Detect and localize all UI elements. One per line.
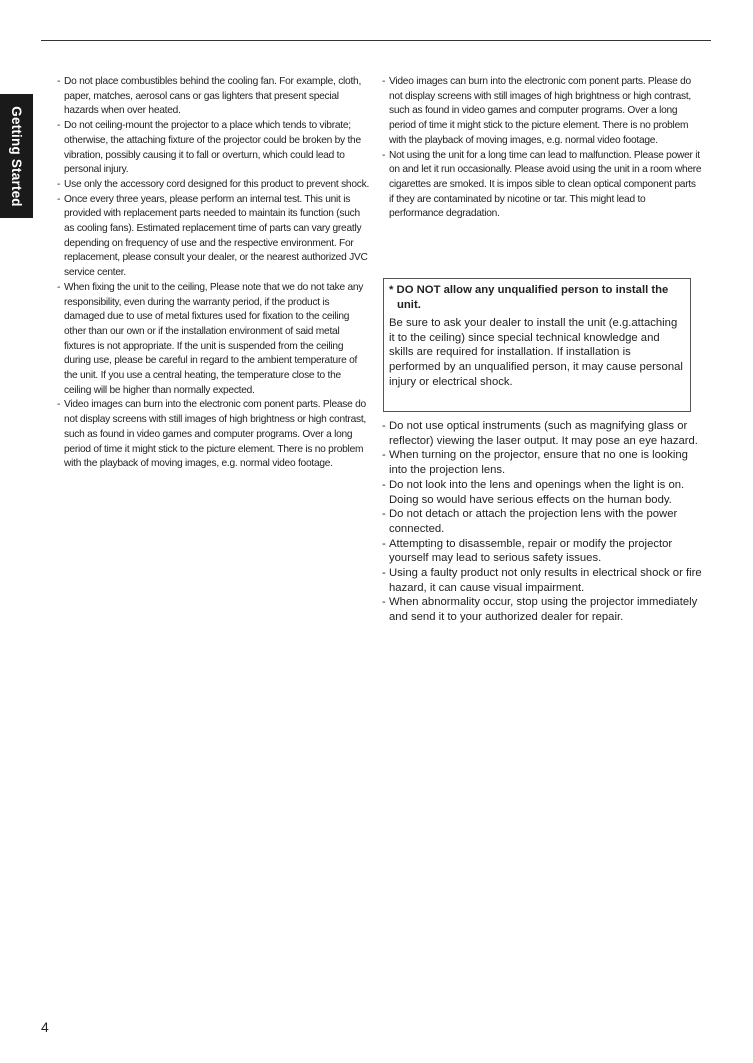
list-item: - Attempting to disassemble, repair or modify the projector yourself may lead to serious safety issues.: [382, 537, 702, 566]
list-item: - Once every three years, please perform an internal test. This unit is provided with replacement parts needed to maintain its function (such as cooling fans). Estimated replacement time of parts can vary greatly depending on frequency of use and the respective environment. For replacement, please consult your dealer, or the nearest authorized JVC service center.: [57, 193, 370, 281]
list-item: - Do not place combustibles behind the cooling fan. For example, cloth, paper, matches, aerosol cans or gas lighters that present special hazards when over heated.: [57, 75, 370, 119]
warning-box: [383, 278, 691, 412]
list-item: - Not using the unit for a long time can lead to malfunction. Please power it on and let it run occasionally. Please avoid using the unit in a room where cigarettes are smoked. It is impos sible to clean optical component parts if they are contaminated by nicotine or tar. This might lead to performance degradation.: [382, 149, 702, 223]
warning-body: Be sure to ask your dealer to install the unit (e.g.attaching it to the ceiling) since special technical knowledge and skills are required for installation. If installation is performed by an unqualified person, it may cause personal injury or electrical shock.: [389, 317, 683, 388]
section-tab: [0, 94, 33, 218]
list-item: - Do not use optical instruments (such as magnifying glass or reflector) viewing the laser output. It may pose an eye hazard.: [382, 419, 702, 448]
right-column-top-list: [382, 75, 702, 222]
list-item: - Use only the accessory cord designed for this product to prevent shock.: [57, 178, 370, 193]
left-column-list: [57, 75, 370, 472]
list-item: - Video images can burn into the electronic com ponent parts. Please do not display screens with still images of high brightness or high contrast, such as found in video games and computer programs. Over a long period of time it might stick to the picture element. There is no problem with the playback of moving images, e.g. normal video footage.: [57, 398, 370, 472]
right-column-bottom-list: [382, 419, 702, 625]
list-item: - Do not ceiling-mount the projector to a place which tends to vibrate; otherwise, the attaching fixture of the projector could be broken by the vibration, possibly causing it to fall or overturn, which could lead to personal injury.: [57, 119, 370, 178]
list-item: - When abnormality occur, stop using the projector immediately and send it to your authorized dealer for repair.: [382, 595, 702, 624]
list-item: - Video images can burn into the electronic com ponent parts. Please do not display screens with still images of high brightness or high contrast, such as found in video games and computer programs. Over a long period of time it might stick to the picture element. There is no problem with the playback of moving images, e.g. normal video footage.: [382, 75, 702, 149]
warning-title: * DO NOT allow any unqualified person to install the unit.: [389, 284, 669, 311]
list-item: - When fixing the unit to the ceiling, Please note that we do not take any responsibility, even during the warranty period, if the product is damaged due to use of metal fixtures used for fixation to the ceiling other than our own or if the installation environment of said metal fixtures is not appropriate. If the unit is suspended from the ceiling during use, please be careful in regard to the ambient temperature of the unit. If you use a central heating, the temperature close to the ceiling will be higher than normally expected.: [57, 281, 370, 399]
list-item: - Do not detach or attach the projection lens with the power connected.: [382, 507, 702, 536]
list-item: - Using a faulty product not only results in electrical shock or fire hazard, it can cause visual impairment.: [382, 566, 702, 595]
section-tab-label: Getting Started: [9, 105, 25, 207]
list-item: - When turning on the projector, ensure that no one is looking into the projection lens.: [382, 448, 702, 477]
page-number: 4: [41, 1019, 49, 1035]
list-item: - Do not look into the lens and openings when the light is on. Doing so would have serious effects on the human body.: [382, 478, 702, 507]
header-rule: [41, 40, 711, 41]
